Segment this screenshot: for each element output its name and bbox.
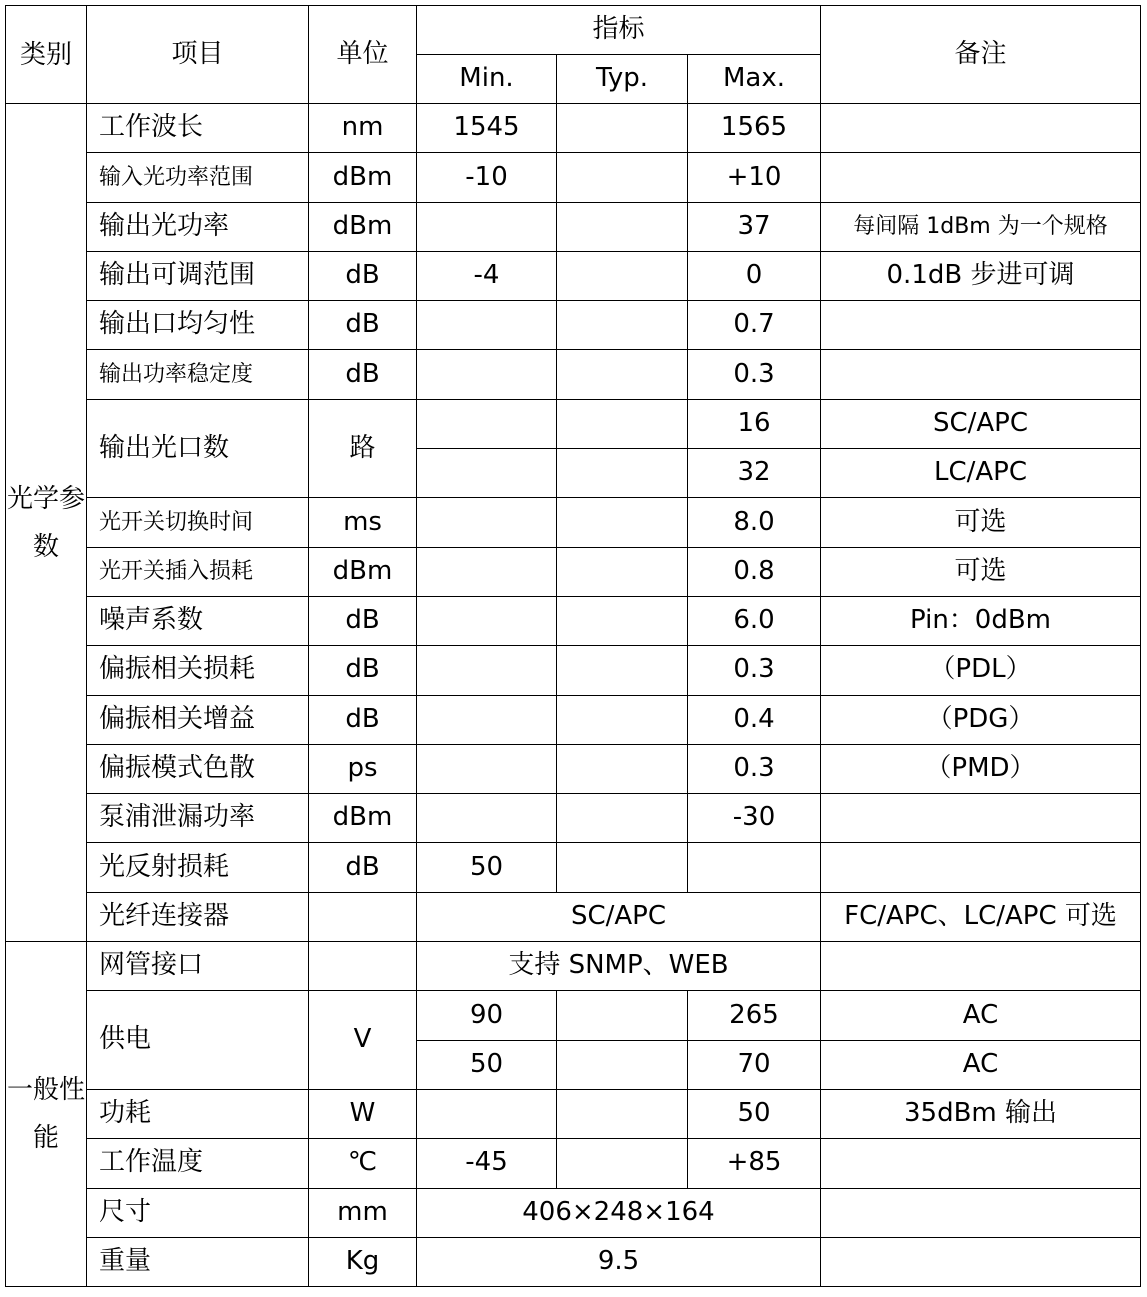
max-cell: 0.7 [688, 301, 821, 350]
item-cell: 输出光功率 [87, 202, 309, 251]
typ-cell [557, 744, 688, 793]
unit-cell: ms [309, 498, 417, 547]
unit-cell: dBm [309, 794, 417, 843]
note-cell: 35dBm 输出 [821, 1089, 1141, 1138]
min-cell: 50 [417, 1040, 557, 1089]
table-row [6, 892, 1141, 941]
unit-cell: dBm [309, 547, 417, 596]
min-cell [417, 301, 557, 350]
note-cell: AC [821, 1040, 1141, 1089]
min-cell: -10 [417, 153, 557, 202]
table-row [6, 251, 1141, 300]
item-cell: 光纤连接器 [87, 892, 309, 941]
max-cell: 32 [688, 449, 821, 498]
unit-cell: dB [309, 695, 417, 744]
min-cell [417, 695, 557, 744]
max-cell: 0.3 [688, 744, 821, 793]
note-cell: （PDG） [821, 695, 1141, 744]
item-cell: 输出光口数 [87, 399, 309, 498]
typ-cell [557, 596, 688, 645]
typ-cell [557, 449, 688, 498]
note-cell [821, 1188, 1141, 1237]
note-cell: 0.1dB 步进可调 [821, 251, 1141, 300]
table-row [6, 399, 1141, 448]
note-cell: 每间隔 1dBm 为一个规格 [821, 202, 1141, 251]
unit-cell: W [309, 1089, 417, 1138]
item-cell: 偏振相关损耗 [87, 646, 309, 695]
unit-cell: dBm [309, 153, 417, 202]
header-note: 备注 [821, 6, 1141, 104]
min-cell: -4 [417, 251, 557, 300]
table-row [6, 991, 1141, 1040]
typ-cell [557, 399, 688, 448]
header-item: 项目 [87, 6, 309, 104]
note-cell [821, 1237, 1141, 1286]
min-cell [417, 744, 557, 793]
table-row [6, 1188, 1141, 1237]
note-cell [821, 794, 1141, 843]
table-row [6, 744, 1141, 793]
item-cell: 工作波长 [87, 104, 309, 153]
typ-cell [557, 301, 688, 350]
min-cell: 1545 [417, 104, 557, 153]
unit-cell: dB [309, 843, 417, 892]
unit-cell: mm [309, 1188, 417, 1237]
typ-cell [557, 104, 688, 153]
table-row [6, 202, 1141, 251]
item-cell: 供电 [87, 991, 309, 1090]
note-cell [821, 301, 1141, 350]
typ-cell [557, 695, 688, 744]
unit-cell: ps [309, 744, 417, 793]
value-cell: 支持 SNMP、WEB [417, 942, 821, 991]
value-cell: 9.5 [417, 1237, 821, 1286]
item-cell: 输出功率稳定度 [87, 350, 309, 399]
max-cell: -30 [688, 794, 821, 843]
header-max: Max. [688, 55, 821, 104]
note-cell: SC/APC [821, 399, 1141, 448]
table-row [6, 350, 1141, 399]
note-cell: （PMD） [821, 744, 1141, 793]
max-cell: 50 [688, 1089, 821, 1138]
max-cell: 0.8 [688, 547, 821, 596]
max-cell: 37 [688, 202, 821, 251]
table-row [6, 695, 1141, 744]
table-row [6, 153, 1141, 202]
item-cell: 尺寸 [87, 1188, 309, 1237]
note-cell [821, 350, 1141, 399]
item-cell: 偏振模式色散 [87, 744, 309, 793]
item-cell: 功耗 [87, 1089, 309, 1138]
min-cell: 90 [417, 991, 557, 1040]
table-row [6, 547, 1141, 596]
note-cell: 可选 [821, 547, 1141, 596]
unit-cell: nm [309, 104, 417, 153]
item-cell: 重量 [87, 1237, 309, 1286]
min-cell [417, 547, 557, 596]
min-cell: -45 [417, 1139, 557, 1188]
min-cell [417, 449, 557, 498]
table-row [6, 596, 1141, 645]
min-cell [417, 646, 557, 695]
typ-cell [557, 153, 688, 202]
header-unit: 单位 [309, 6, 417, 104]
unit-cell [309, 892, 417, 941]
min-cell [417, 498, 557, 547]
typ-cell [557, 350, 688, 399]
item-cell: 网管接口 [87, 942, 309, 991]
note-cell: （PDL） [821, 646, 1141, 695]
item-cell: 工作温度 [87, 1139, 309, 1188]
item-cell: 输出可调范围 [87, 251, 309, 300]
typ-cell [557, 1040, 688, 1089]
item-cell: 光开关切换时间 [87, 498, 309, 547]
item-cell: 输出口均匀性 [87, 301, 309, 350]
max-cell: 1565 [688, 104, 821, 153]
max-cell [688, 843, 821, 892]
note-cell [821, 843, 1141, 892]
note-cell: Pin：0dBm [821, 596, 1141, 645]
typ-cell [557, 843, 688, 892]
typ-cell [557, 1089, 688, 1138]
unit-cell: dBm [309, 202, 417, 251]
item-cell: 光开关插入损耗 [87, 547, 309, 596]
table-row [6, 301, 1141, 350]
note-cell: 可选 [821, 498, 1141, 547]
max-cell: 0.4 [688, 695, 821, 744]
header-min: Min. [417, 55, 557, 104]
min-cell [417, 202, 557, 251]
min-cell [417, 399, 557, 448]
typ-cell [557, 547, 688, 596]
spec-table [5, 5, 1141, 1287]
note-cell [821, 153, 1141, 202]
item-cell: 输入光功率范围 [87, 153, 309, 202]
min-cell [417, 596, 557, 645]
table-row [6, 942, 1141, 991]
unit-cell: dB [309, 251, 417, 300]
section-optical: 光学参数 [6, 104, 87, 942]
unit-cell: dB [309, 301, 417, 350]
unit-cell: dB [309, 350, 417, 399]
header-typ: Typ. [557, 55, 688, 104]
value-cell: SC/APC [417, 892, 821, 941]
min-cell: 50 [417, 843, 557, 892]
max-cell: 0 [688, 251, 821, 300]
typ-cell [557, 991, 688, 1040]
typ-cell [557, 202, 688, 251]
section-general: 一般性能 [6, 942, 87, 1287]
table-row [6, 843, 1141, 892]
unit-cell: dB [309, 646, 417, 695]
max-cell: +85 [688, 1139, 821, 1188]
min-cell [417, 1089, 557, 1138]
typ-cell [557, 498, 688, 547]
table-row [6, 646, 1141, 695]
unit-cell [309, 942, 417, 991]
note-cell [821, 1139, 1141, 1188]
table-row [6, 1237, 1141, 1286]
header-category: 类别 [6, 6, 87, 104]
item-cell: 泵浦泄漏功率 [87, 794, 309, 843]
item-cell: 噪声系数 [87, 596, 309, 645]
table-row [6, 1089, 1141, 1138]
min-cell [417, 794, 557, 843]
item-cell: 光反射损耗 [87, 843, 309, 892]
value-cell: 406×248×164 [417, 1188, 821, 1237]
header-row [6, 6, 1141, 55]
note-cell: LC/APC [821, 449, 1141, 498]
header-indicator: 指标 [417, 6, 821, 55]
note-cell [821, 942, 1141, 991]
table-row [6, 498, 1141, 547]
note-cell [821, 104, 1141, 153]
typ-cell [557, 1139, 688, 1188]
table-row [6, 794, 1141, 843]
note-cell: FC/APC、LC/APC 可选 [821, 892, 1141, 941]
table-row [6, 104, 1141, 153]
typ-cell [557, 646, 688, 695]
unit-cell: ℃ [309, 1139, 417, 1188]
unit-cell: 路 [309, 399, 417, 498]
max-cell: 70 [688, 1040, 821, 1089]
unit-cell: Kg [309, 1237, 417, 1286]
typ-cell [557, 794, 688, 843]
max-cell: 0.3 [688, 646, 821, 695]
unit-cell: dB [309, 596, 417, 645]
unit-cell: V [309, 991, 417, 1090]
max-cell: 0.3 [688, 350, 821, 399]
note-cell: AC [821, 991, 1141, 1040]
max-cell: 8.0 [688, 498, 821, 547]
min-cell [417, 350, 557, 399]
typ-cell [557, 251, 688, 300]
item-cell: 偏振相关增益 [87, 695, 309, 744]
max-cell: +10 [688, 153, 821, 202]
max-cell: 16 [688, 399, 821, 448]
table-row [6, 1139, 1141, 1188]
max-cell: 6.0 [688, 596, 821, 645]
max-cell: 265 [688, 991, 821, 1040]
